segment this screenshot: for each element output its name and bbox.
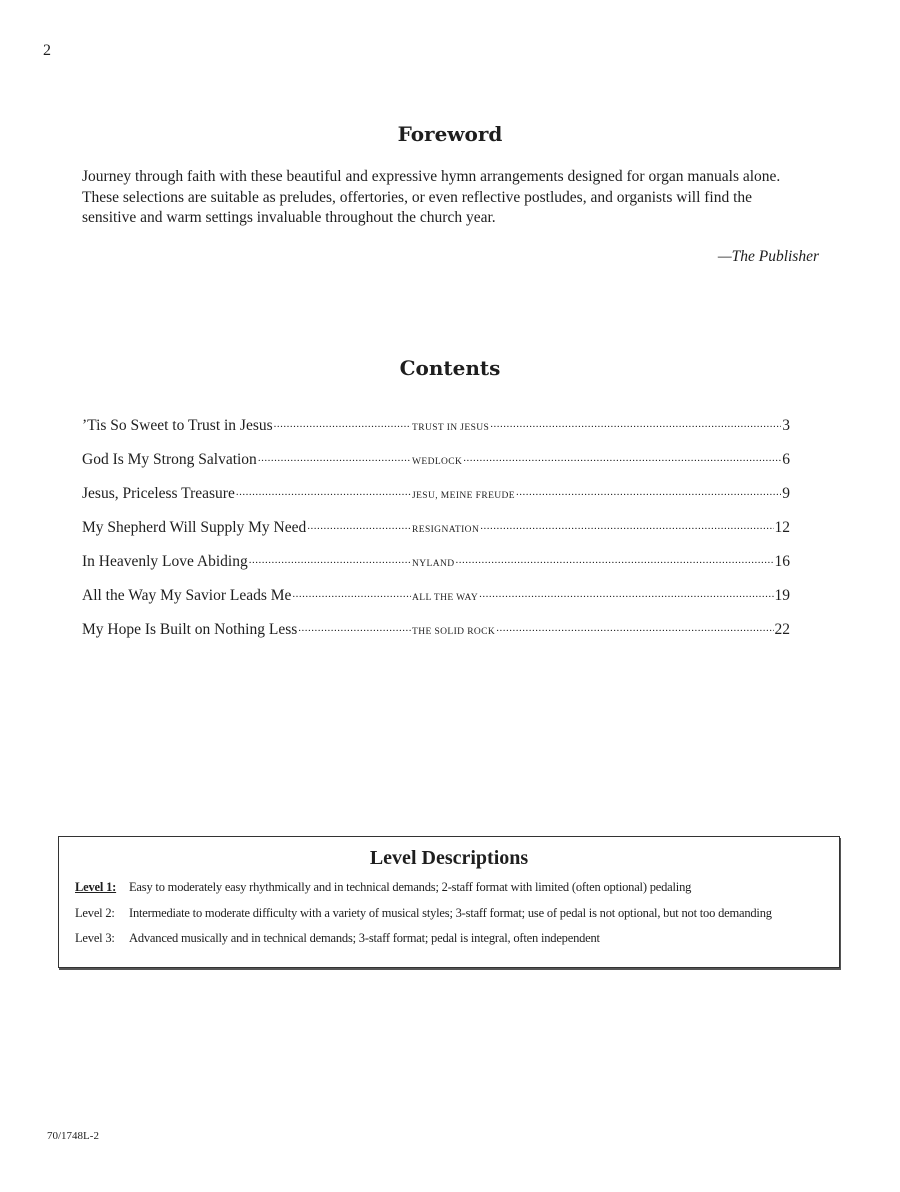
dot-leader (307, 514, 411, 532)
toc-page-number: 22 (774, 621, 790, 638)
toc-hymn-title: In Heavenly Love Abiding (82, 553, 248, 570)
level-description-text: Advanced musically and in technical demands; 3-staff format; pedal is integral, often independent (129, 931, 600, 945)
toc-entry[interactable] (82, 514, 790, 548)
level-label: Level 3: (75, 931, 115, 945)
level-description-text: Easy to moderately easy rhythmically and in technical demands; 2-staff format with limited (often optional) pedaling (129, 880, 692, 894)
dot-leader (479, 582, 773, 600)
table-of-contents (82, 412, 790, 650)
foreword-body: Journey through faith with these beautiful and expressive hymn arrangements designed for organ manuals alone. These selections are suitable as preludes, offertories, or even reflective postludes, and organists will find the sensitive and warm settings invaluable throughout the church year. (82, 168, 781, 226)
toc-entry[interactable] (82, 446, 790, 480)
catalog-number: 70/1748L-2 (47, 1130, 99, 1142)
toc-entry[interactable] (82, 616, 790, 650)
toc-hymn-title: My Shepherd Will Supply My Need (82, 519, 307, 536)
toc-entry[interactable] (82, 412, 790, 446)
toc-page-number: 3 (782, 417, 790, 434)
dot-leader (516, 480, 781, 498)
level-label: Level 2: (75, 906, 115, 920)
toc-page-number: 16 (774, 553, 790, 570)
toc-hymn-title: My Hope Is Built on Nothing Less (82, 621, 298, 638)
toc-tune-name: ALL THE WAY (412, 593, 479, 603)
dot-leader (298, 616, 411, 634)
foreword-signature: —The Publisher (717, 248, 819, 265)
toc-page-number: 12 (774, 519, 790, 536)
dot-leader (236, 480, 411, 498)
dot-leader (292, 582, 411, 600)
dot-leader (496, 616, 773, 634)
toc-tune-name: RESIGNATION (412, 525, 480, 535)
dot-leader (463, 446, 781, 464)
toc-tune-name: TRUST IN JESUS (412, 423, 490, 433)
dot-leader (490, 412, 781, 430)
toc-tune-name: NYLAND (412, 559, 455, 569)
toc-entry[interactable] (82, 548, 790, 582)
level-descriptions-box (58, 836, 840, 968)
toc-tune-name: WEDLOCK (412, 457, 463, 467)
dot-leader (258, 446, 411, 464)
toc-page-number: 19 (774, 587, 790, 604)
contents-heading: Contents (399, 356, 501, 380)
level-description-row (75, 880, 835, 895)
dot-leader (274, 412, 411, 430)
toc-entry[interactable] (82, 582, 790, 616)
level-description-text: Intermediate to moderate difficulty with a variety of musical styles; 3-staff format; use of pedal is not optional, but not too demanding (129, 906, 772, 920)
level-description-row (75, 931, 835, 946)
foreword-heading: Foreword (397, 122, 503, 146)
toc-hymn-title: Jesus, Priceless Treasure (82, 485, 235, 502)
toc-hymn-title: All the Way My Savior Leads Me (82, 587, 292, 604)
toc-tune-name: JESU, MEINE FREUDE (412, 491, 515, 501)
toc-hymn-title: God Is My Strong Salvation (82, 451, 257, 468)
dot-leader (456, 548, 774, 566)
toc-tune-name: THE SOLID ROCK (412, 627, 496, 637)
dot-leader (249, 548, 411, 566)
toc-hymn-title: ’Tis So Sweet to Trust in Jesus (82, 417, 273, 434)
page-number: 2 (43, 42, 51, 59)
toc-page-number: 6 (782, 451, 790, 468)
level-label: Level 1: (75, 880, 117, 894)
toc-page-number: 9 (782, 485, 790, 502)
toc-entry[interactable] (82, 480, 790, 514)
level-description-row (75, 906, 835, 921)
level-descriptions-heading: Level Descriptions (369, 847, 529, 869)
dot-leader (480, 514, 773, 532)
